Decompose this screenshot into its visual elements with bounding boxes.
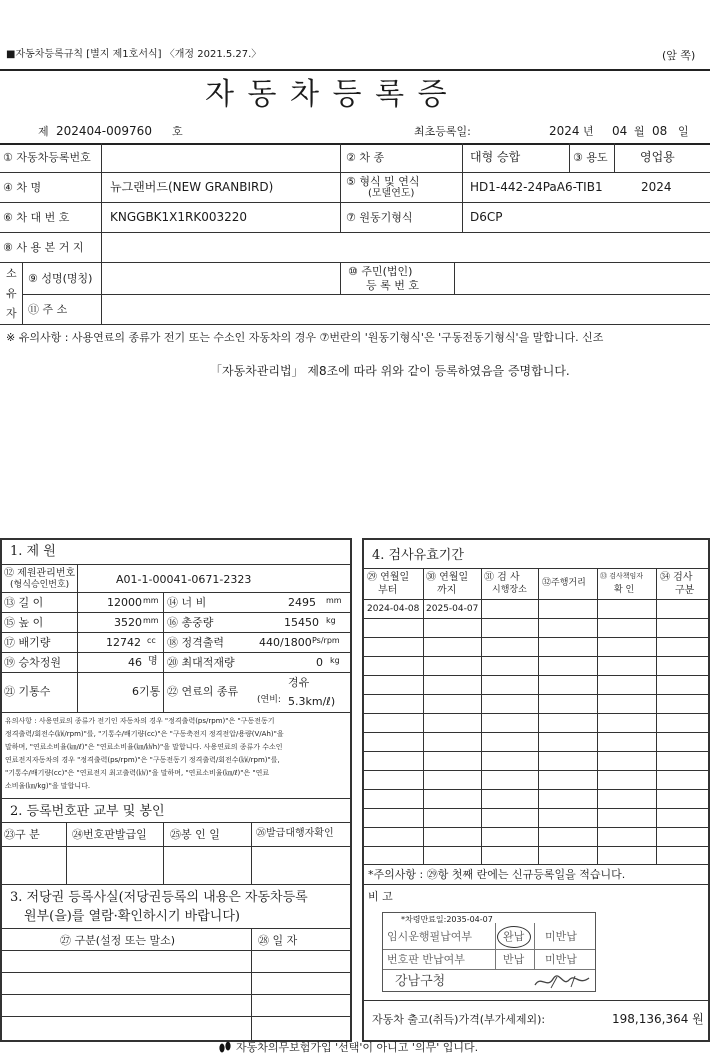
field-1-label: ① 자동차등록번호 <box>3 151 91 164</box>
field-17-unit: cc <box>147 636 156 645</box>
spec-panel <box>0 538 352 1042</box>
stamp-plate-return-label: 번호판 반납여부 <box>387 953 465 966</box>
field-19-label: ⑲ 승차정원 <box>4 656 62 669</box>
stamp-plate-returned: 반납 <box>503 953 525 966</box>
field-5-label: ⑤ 형식 및 연식 <box>346 175 420 188</box>
field-5-value: HD1-442-24PaA6-TIB1 <box>470 180 603 194</box>
field-16-unit: kg <box>326 616 336 625</box>
field-9-label: ⑨ 성명(명칭) <box>28 272 93 285</box>
field-2-value: 대형 승합 <box>470 150 521 164</box>
inspection-from-date: 2024-04-08 <box>367 604 420 614</box>
plate-title: 2. 등록번호판 교부 및 봉인 <box>10 804 165 819</box>
spec-note-2: 정격출력/회전수(㎾/rpm)"를, "기통수/배기량(cc)"은 "구동축전지 정격전압/용량(V/Ah)"을 <box>5 730 284 738</box>
col-26-header: ㉖발급대행자확인 <box>256 828 334 839</box>
spec-title: 1. 제 원 <box>10 544 56 559</box>
field-19-value: 46 <box>128 656 142 669</box>
inspection-to-date: 2025-04-07 <box>426 604 479 614</box>
reg-no-label: 제 <box>38 125 49 138</box>
col-29-header-sub: 부터 <box>378 585 398 596</box>
col-33-header-sub: 확 인 <box>614 585 635 595</box>
inspection-title: 4. 검사유효기간 <box>372 548 464 563</box>
field-6-value: KNGGBK1X1RK003220 <box>110 210 248 224</box>
col-34-header-sub: 구분 <box>675 585 695 596</box>
field-19-unit: 명 <box>148 656 158 667</box>
owner-label-1: 소 <box>6 267 17 280</box>
field-14-label: ⑭ 너 비 <box>167 596 207 609</box>
stamp-check-circle <box>497 926 531 948</box>
field-10-label-sub: 등 록 번 호 <box>366 279 419 292</box>
field-22-value: 경유 <box>288 676 310 689</box>
stamp-temp-run-unpaid: 미반납 <box>545 930 577 943</box>
field-4-label: ④ 차 명 <box>3 181 42 194</box>
field-14-value: 2495 <box>288 596 316 609</box>
field-20-unit: kg <box>330 656 340 665</box>
field-16-value: 15450 <box>284 616 319 629</box>
field-18-value: 440/1800 <box>259 636 312 649</box>
price-value: 198,136,364 원 <box>612 1012 704 1026</box>
form-reference: ■자동차등록규칙 [별지 제1호서식] 〈개정 2021.5.27.〉 <box>6 49 262 60</box>
col-31-header: ㉛ 검 사 <box>484 572 520 583</box>
col-23-header: ㉓구 분 <box>4 828 40 841</box>
field-22-label: ㉒ 연료의 종류 <box>167 685 239 698</box>
field-18-unit: Ps/rpm <box>312 636 340 645</box>
document-title: 자 동 차 등 록 증 <box>205 77 449 112</box>
field-12-label: ⑫ 제원관리번호 <box>4 568 76 579</box>
field-13-unit: mm <box>143 596 159 605</box>
lien-title-2: 원부(을)를 열람·확인하시기 바랍니다) <box>24 909 240 924</box>
first-reg-day: 08 <box>652 124 668 138</box>
field-16-label: ⑯ 총중량 <box>167 616 214 629</box>
stamp-temp-run-paid: 완납 <box>503 930 525 943</box>
col-33-header: ㉝ 검사책임자 <box>600 572 644 580</box>
field-10-label: ⑩ 주민(법인) <box>348 265 413 278</box>
field-21-value: 6기통 <box>132 685 161 698</box>
month-unit: 월 <box>634 125 645 138</box>
field-17-label: ⑰ 배기량 <box>4 636 51 649</box>
field-5-label-sub: (모델연도) <box>368 188 415 199</box>
year-unit: 년 <box>583 125 594 138</box>
stamp-plate-not-returned: 미반납 <box>545 953 577 966</box>
col-30-header: ㉚ 연월일 <box>426 572 469 583</box>
first-reg-month: 04 <box>612 124 628 138</box>
spec-note-5: "기통수/배기량(cc)"은 "연료전지 최고출력(㎾)"을 말하며, "연료소비율(㎞/ℓ)"은 "연료 <box>5 769 270 777</box>
spec-note-3: 말하며, "연료소비율(㎞/ℓ)"은 "연료소비율(㎞/㎾h)"을 말합니다. 사용연료의 종류가 수소인 <box>5 743 283 751</box>
page-side-label: (앞 쪽) <box>662 49 696 62</box>
field-21-label: ㉑ 기통수 <box>4 685 51 698</box>
field-15-unit: mm <box>143 616 159 625</box>
field-11-label: ⑪ 주 소 <box>28 303 68 316</box>
remarks-label: 비 고 <box>368 890 393 903</box>
remarks-stamp <box>382 912 596 992</box>
handwritten-signature <box>531 971 593 993</box>
stamp-temp-run-label: 임시운행필납여부 <box>387 930 473 943</box>
fuel-efficiency-value: 5.3km/ℓ) <box>288 695 336 708</box>
field-13-value: 12000 <box>107 596 142 609</box>
field-2-label: ② 차 종 <box>346 151 385 164</box>
field-17-value: 12742 <box>106 636 141 649</box>
col-32-header: ㉜주행거리 <box>542 578 586 588</box>
owner-label-3: 자 <box>6 307 17 320</box>
day-unit: 일 <box>678 125 689 138</box>
first-reg-label: 최초등록일: <box>414 125 471 138</box>
field-7-value: D6CP <box>470 210 503 224</box>
fuel-efficiency-label: (연비: <box>257 695 281 705</box>
spec-note-6: 소비율(㎞/kg)"을 말합니다. <box>5 782 91 790</box>
footer-notice: 자동차의무보험가입 '선택'이 아니고 '의무' 입니다. <box>236 1041 479 1054</box>
price-label: 자동차 출고(취득)가격(부가세제외): <box>372 1013 546 1026</box>
field-3-label: ③ 용도 <box>573 151 608 164</box>
spec-note-4: 연료전지자동차의 경우 "정격출력(ps/rpm)"은 "구동전동기 정격출력/회전수(㎾/rpm)"를, <box>5 756 280 764</box>
field-5-year: 2024 <box>641 180 672 194</box>
first-reg-year: 2024 <box>549 124 580 138</box>
col-24-header: ㉔번호판발급일 <box>72 828 147 841</box>
field-4-value: 뉴그랜버드(NEW GRANBIRD) <box>110 180 274 194</box>
spec-note-1: 유의사항 : 사용연료의 종류가 전기인 자동차의 경우 "정격출력(ps/rpm)"은 "구동전동기 <box>5 717 275 725</box>
reg-no-value: 202404-009760 <box>56 124 152 138</box>
field-15-label: ⑮ 높 이 <box>4 616 44 629</box>
certify-text: 「자동차관리법」 제8조에 따라 위와 같이 등록하였음을 증명합니다. <box>210 364 570 378</box>
field-20-value: 0 <box>316 656 323 669</box>
stamp-vehicle-age-expiry: *차령만료일:2035-04-07 <box>401 915 493 924</box>
notice-text: ※ 유의사항 : 사용연료의 종류가 전기 또는 수소인 자동차의 경우 ⑦번란의 '원동기형식'은 '구동전동기형식'을 말합니다. 신조 <box>6 331 604 344</box>
col-28-header: ㉘ 일 자 <box>258 934 298 947</box>
owner-label-2: 유 <box>6 287 17 300</box>
footprint-icon <box>218 1040 232 1054</box>
field-3-value: 영업용 <box>640 150 675 164</box>
field-7-label: ⑦ 원동기형식 <box>346 211 413 224</box>
col-31-header-sub: 시행장소 <box>492 585 527 595</box>
field-14-unit: mm <box>326 596 342 605</box>
field-20-label: ⑳ 최대적재량 <box>167 656 235 669</box>
col-34-header: ㉞ 검사 <box>660 572 693 583</box>
inspection-note: *주의사항 : ㉙항 첫째 란에는 신규등록일을 적습니다. <box>368 868 626 881</box>
field-8-label: ⑧ 사 용 본 거 지 <box>3 241 84 254</box>
col-29-header: ㉙ 연월일 <box>367 572 410 583</box>
field-18-label: ⑱ 정격출력 <box>167 636 225 649</box>
issuing-office: 강남구청 <box>395 974 446 989</box>
field-13-label: ⑬ 길 이 <box>4 596 44 609</box>
lien-title-1: 3. 저당권 등록사실(저당권등록의 내용은 자동차등록 <box>10 890 308 905</box>
col-30-header-sub: 까지 <box>437 585 457 596</box>
field-12-label-sub: (형식승인번호) <box>10 580 70 590</box>
col-27-header: ㉗ 구분(설정 또는 말소) <box>60 934 176 947</box>
reg-no-suffix: 호 <box>172 125 183 138</box>
field-12-value: A01-1-00041-0671-2323 <box>116 573 252 586</box>
col-25-header: ㉕봉 인 일 <box>170 828 220 841</box>
field-15-value: 3520 <box>114 616 142 629</box>
field-6-label: ⑥ 차 대 번 호 <box>3 211 70 224</box>
